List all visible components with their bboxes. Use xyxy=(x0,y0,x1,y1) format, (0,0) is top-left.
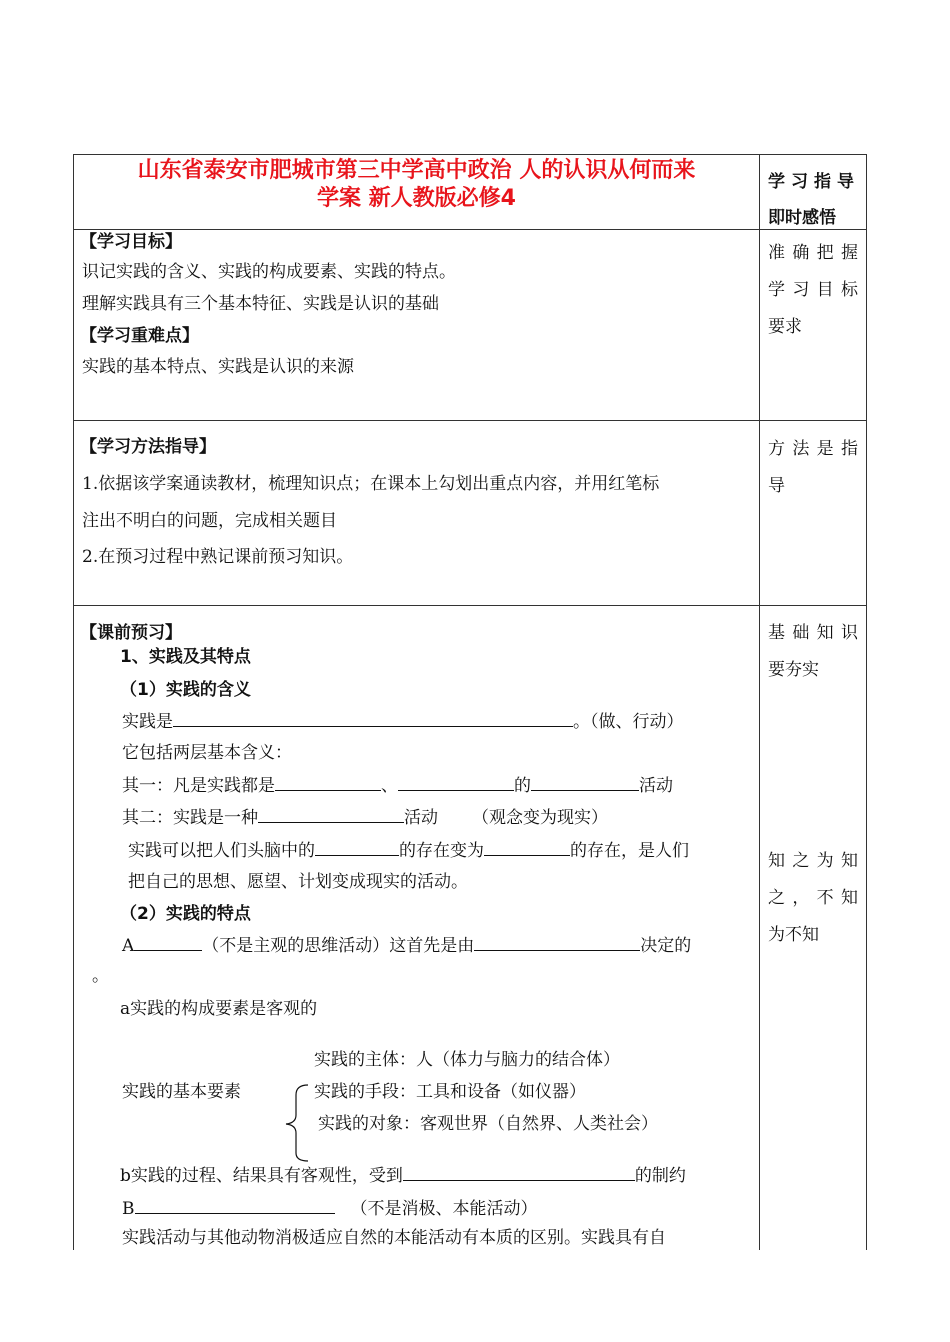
goal-line-1: 识记实践的含义、实践的构成要素、实践的特点。 xyxy=(82,262,456,282)
blank-field[interactable] xyxy=(398,774,514,791)
second-meaning-line: 其二：实践是一种 活动 （观念变为现实） xyxy=(122,808,608,828)
row-divider-2 xyxy=(74,420,866,421)
row-divider-1 xyxy=(74,229,866,230)
blank-field[interactable] xyxy=(275,774,381,791)
element-object: 实践的对象：客观世界（自然界、人类社会） xyxy=(318,1114,658,1134)
row-divider-3 xyxy=(74,605,866,606)
brace-icon xyxy=(280,1083,310,1163)
first-meaning-line: 其一：凡是实践都是 、 的 活动 xyxy=(122,776,673,796)
element-subject: 实践的主体：人（体力与脑力的结合体） xyxy=(314,1050,620,1070)
feature-a-line: A （不是主观的思维活动）这首先是由 决定的 xyxy=(122,936,692,956)
feature-a-tail: 。 xyxy=(92,966,109,986)
blank-field[interactable] xyxy=(474,934,640,951)
heading-preview: 【课前预习】 xyxy=(80,623,182,643)
method-line-1: 1.依据该学案通读教材，梳理知识点；在课本上勾划出重点内容，并用红笔标 xyxy=(82,474,660,494)
blank-field[interactable] xyxy=(134,934,202,951)
goal-line-2: 理解实践具有三个基本特征、实践是认识的基础 xyxy=(82,294,439,314)
element-means: 实践的手段：工具和设备（如仪器） xyxy=(314,1082,586,1102)
side-heading-guide: 学习指导 xyxy=(768,172,860,192)
side-note-basics: 基础知识 要夯实 xyxy=(768,623,858,680)
last-line: 实践活动与其他动物消极适应自然的本能活动有本质的区别。实践具有自 xyxy=(122,1228,666,1248)
column-divider xyxy=(759,155,760,1250)
blank-field[interactable] xyxy=(173,710,573,727)
side-note-method: 方法是指 导 xyxy=(768,439,858,496)
method-line-2: 注出不明白的问题，完成相关题目 xyxy=(82,511,337,531)
subheading-meaning: （1）实践的含义 xyxy=(120,680,251,700)
feature-a-subline: a实践的构成要素是客观的 xyxy=(120,999,318,1019)
blank-field[interactable] xyxy=(531,774,639,791)
subheading-practice: 1、实践及其特点 xyxy=(120,647,251,667)
blank-field[interactable] xyxy=(135,1197,335,1214)
heading-key-points: 【学习重难点】 xyxy=(80,326,199,346)
definition-line: 实践是 。（做、行动） xyxy=(122,712,684,732)
side-heading-reflection: 即时感悟 xyxy=(768,208,836,228)
side-note-goals: 准确把握 学习目标 要求 xyxy=(768,243,858,337)
elements-label: 实践的基本要素 xyxy=(122,1082,241,1102)
worksheet-table xyxy=(73,154,867,1250)
change-line-2: 把自己的思想、愿望、计划变成现实的活动。 xyxy=(128,872,468,892)
blank-field[interactable] xyxy=(403,1164,635,1181)
subheading-features: （2）实践的特点 xyxy=(120,904,251,924)
title-line-2: 学案 新人教版必修4 xyxy=(317,186,516,211)
two-layers-line: 它包括两层基本含义： xyxy=(122,743,292,763)
heading-method: 【学习方法指导】 xyxy=(80,437,216,457)
title-line-1: 山东省泰安市肥城市第三中学高中政治 人的认识从何而来 xyxy=(137,158,696,183)
blank-field[interactable] xyxy=(484,839,570,856)
blank-field[interactable] xyxy=(258,806,404,823)
blank-field[interactable] xyxy=(315,839,399,856)
document-title xyxy=(74,157,759,213)
key-points-line: 实践的基本特点、实践是认识的来源 xyxy=(82,357,354,377)
method-line-3: 2.在预习过程中熟记课前预习知识。 xyxy=(82,547,354,567)
feature-b-line: B （不是消极、本能活动） xyxy=(122,1199,538,1219)
change-line: 实践可以把人们头脑中的 的存在变为 的存在，是人们 xyxy=(128,841,689,861)
side-note-knowledge: 知之为知 之，不知 为不知 xyxy=(768,851,858,945)
heading-learning-goals: 【学习目标】 xyxy=(80,232,182,252)
feature-b-subline: b实践的过程、结果具有客观性，受到 的制约 xyxy=(120,1166,686,1186)
